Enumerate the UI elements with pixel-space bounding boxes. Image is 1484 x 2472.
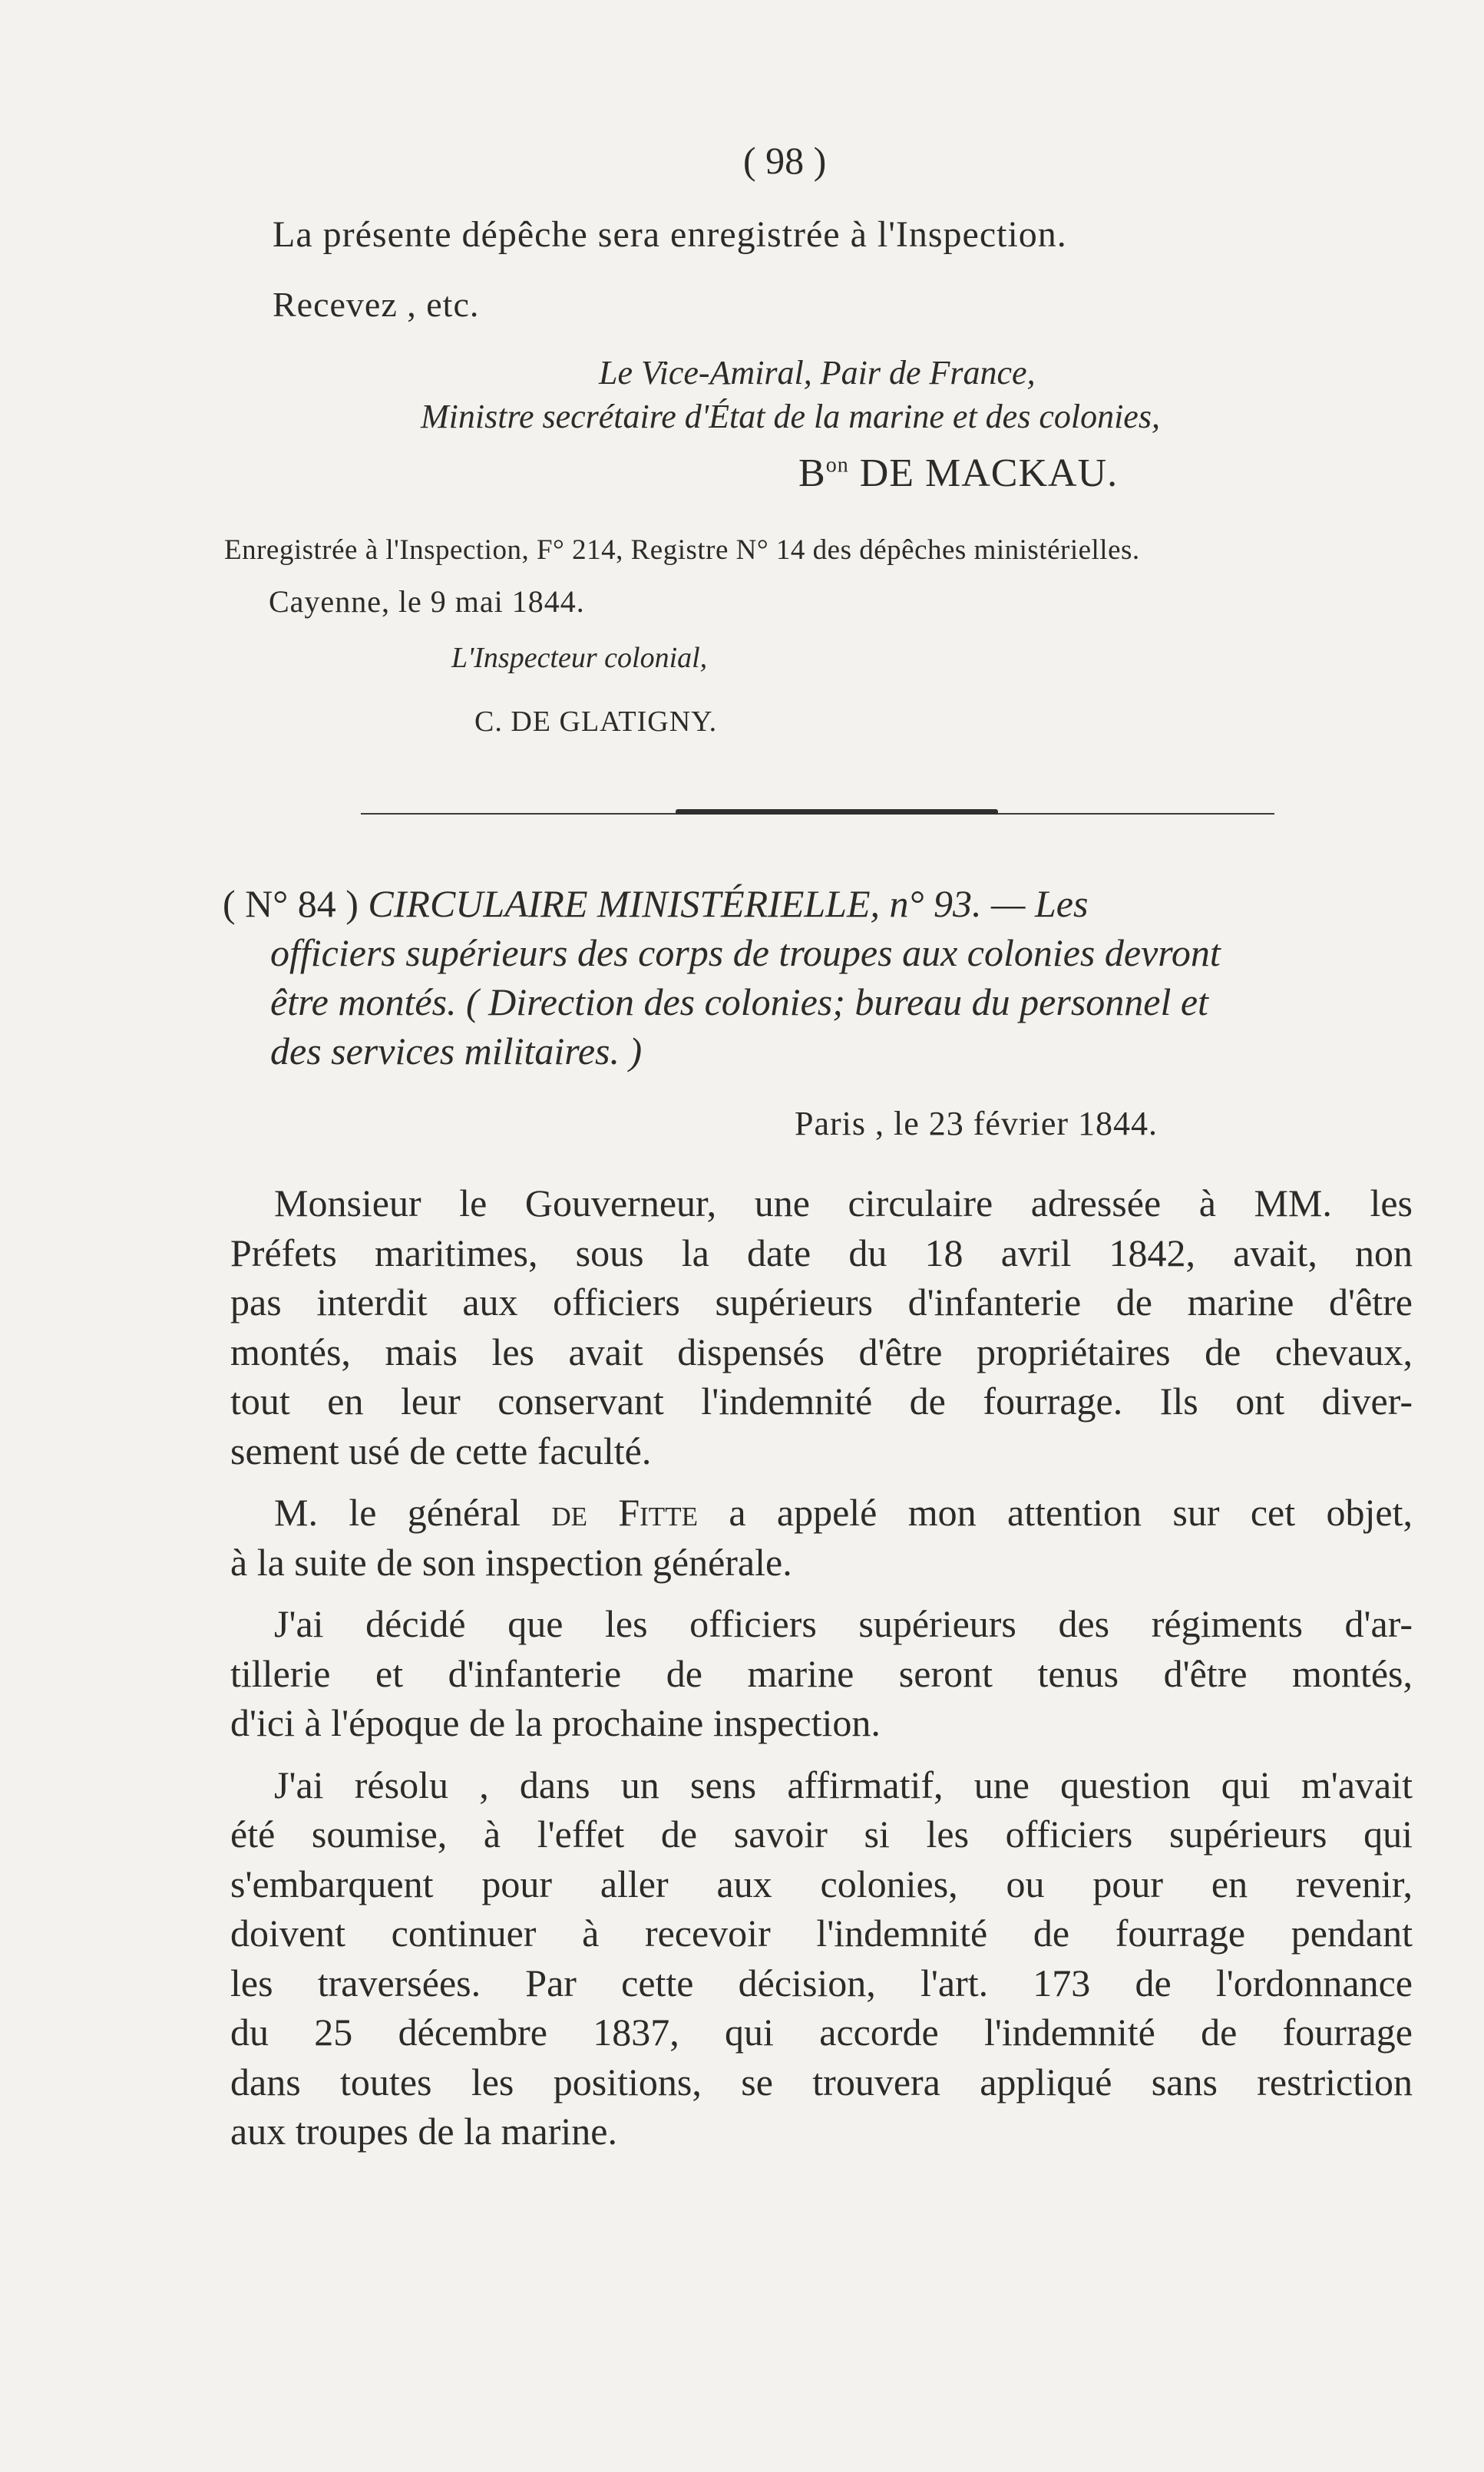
signatory-prefix-sup: on [825, 453, 849, 478]
closing-salutation: Recevez , etc. [273, 285, 480, 324]
circular-heading-line-4: des services militaires. ) [270, 1029, 643, 1072]
circular-heading [223, 879, 1420, 1076]
paragraph-line: montés, mais les avait dispensés d'être propriétaires de chevaux, [230, 1330, 1413, 1373]
page-number: ( 98 ) [743, 139, 827, 182]
paragraph-line: Monsieur le Gouverneur, une circulaire adressée à MM. les [274, 1181, 1413, 1224]
closing-line-inspection: La présente dépêche sera enregistrée à l'Inspection. [273, 214, 1067, 255]
general-name: de Fitte [551, 1491, 698, 1534]
registration-place-date: Cayenne, le 9 mai 1844. [269, 584, 585, 619]
paragraph-line: les traversées. Par cette décision, l'art. 173 de l'ordonnance [230, 1961, 1413, 2004]
paragraph-2 [230, 1488, 1413, 1587]
paragraph-line: tout en leur conservant l'indemnité de fourrage. Ils ont diver- [230, 1380, 1413, 1423]
paragraph-line: sement usé de cette faculté. [230, 1429, 652, 1472]
signatory-surname: DE MACKAU. [848, 451, 1119, 495]
paragraph-line: dans toutes les positions, se trouvera appliqué sans restriction [230, 2060, 1413, 2104]
paragraph-line: du 25 décembre 1837, qui accorde l'indemnité de fourrage [230, 2011, 1413, 2054]
paragraph-line: M. le général de Fitte a appelé mon attention sur cet objet, [274, 1491, 1413, 1534]
inspector-title: L'Inspecteur colonial, [451, 642, 708, 674]
registration-note: Enregistrée à l'Inspection, F° 214, Registre N° 14 des dépêches ministérielles. [224, 534, 1140, 566]
circular-heading-line-2: officiers supérieurs des corps de troupes aux colonies devront [270, 931, 1221, 974]
paragraph-line: à la suite de son inspection générale. [230, 1540, 792, 1584]
signatory-prefix: B [798, 451, 826, 495]
paragraph-line: J'ai décidé que les officiers supérieurs des régiments d'ar- [274, 1602, 1413, 1645]
paragraph-line: s'embarquent pour aller aux colonies, ou pour en revenir, [230, 1862, 1413, 1905]
paragraph-line: tillerie et d'infanterie de marine seront tenus d'être montés, [230, 1651, 1413, 1695]
circular-number: ( N° 84 ) [223, 882, 369, 925]
paragraph-line: Préfets maritimes, sous la date du 18 avril 1842, avait, non [230, 1231, 1413, 1274]
paragraph-line: doivent continuer à recevoir l'indemnité de fourrage pendant [230, 1912, 1413, 1955]
circular-dateline: Paris , le 23 février 1844. [795, 1105, 1158, 1142]
signatory-title-1: Le Vice-Amiral, Pair de France, [599, 354, 1036, 392]
paragraph-line: été soumise, à l'effet de savoir si les officiers supérieurs qui [230, 1813, 1413, 1856]
circular-heading-line-1: ( N° 84 ) CIRCULAIRE MINISTÉRIELLE, n° 93. — Les [223, 882, 1089, 925]
paragraph-line: J'ai résolu , dans un sens affirmatif, une question qui m'avait [274, 1763, 1413, 1806]
paragraph-4 [230, 1760, 1413, 2156]
paragraph-line: pas interdit aux officiers supérieurs d'infanterie de marine d'être [230, 1281, 1413, 1324]
circular-heading-line-3: être montés. ( Direction des colonies; bureau du personnel et [270, 980, 1208, 1023]
circular-body [230, 1178, 1413, 2169]
section-divider-ornament [676, 809, 998, 815]
paragraph-3 [230, 1599, 1413, 1748]
signatory-name [798, 451, 1118, 496]
signatory-title-2: Ministre secrétaire d'État de la marine et des colonies, [421, 398, 1160, 435]
paragraph-line: d'ici à l'époque de la prochaine inspection. [230, 1701, 881, 1744]
paragraph-line: aux troupes de la marine. [230, 2110, 617, 2153]
inspector-name: C. DE GLATIGNY. [474, 706, 718, 738]
paragraph-1 [230, 1178, 1413, 1476]
